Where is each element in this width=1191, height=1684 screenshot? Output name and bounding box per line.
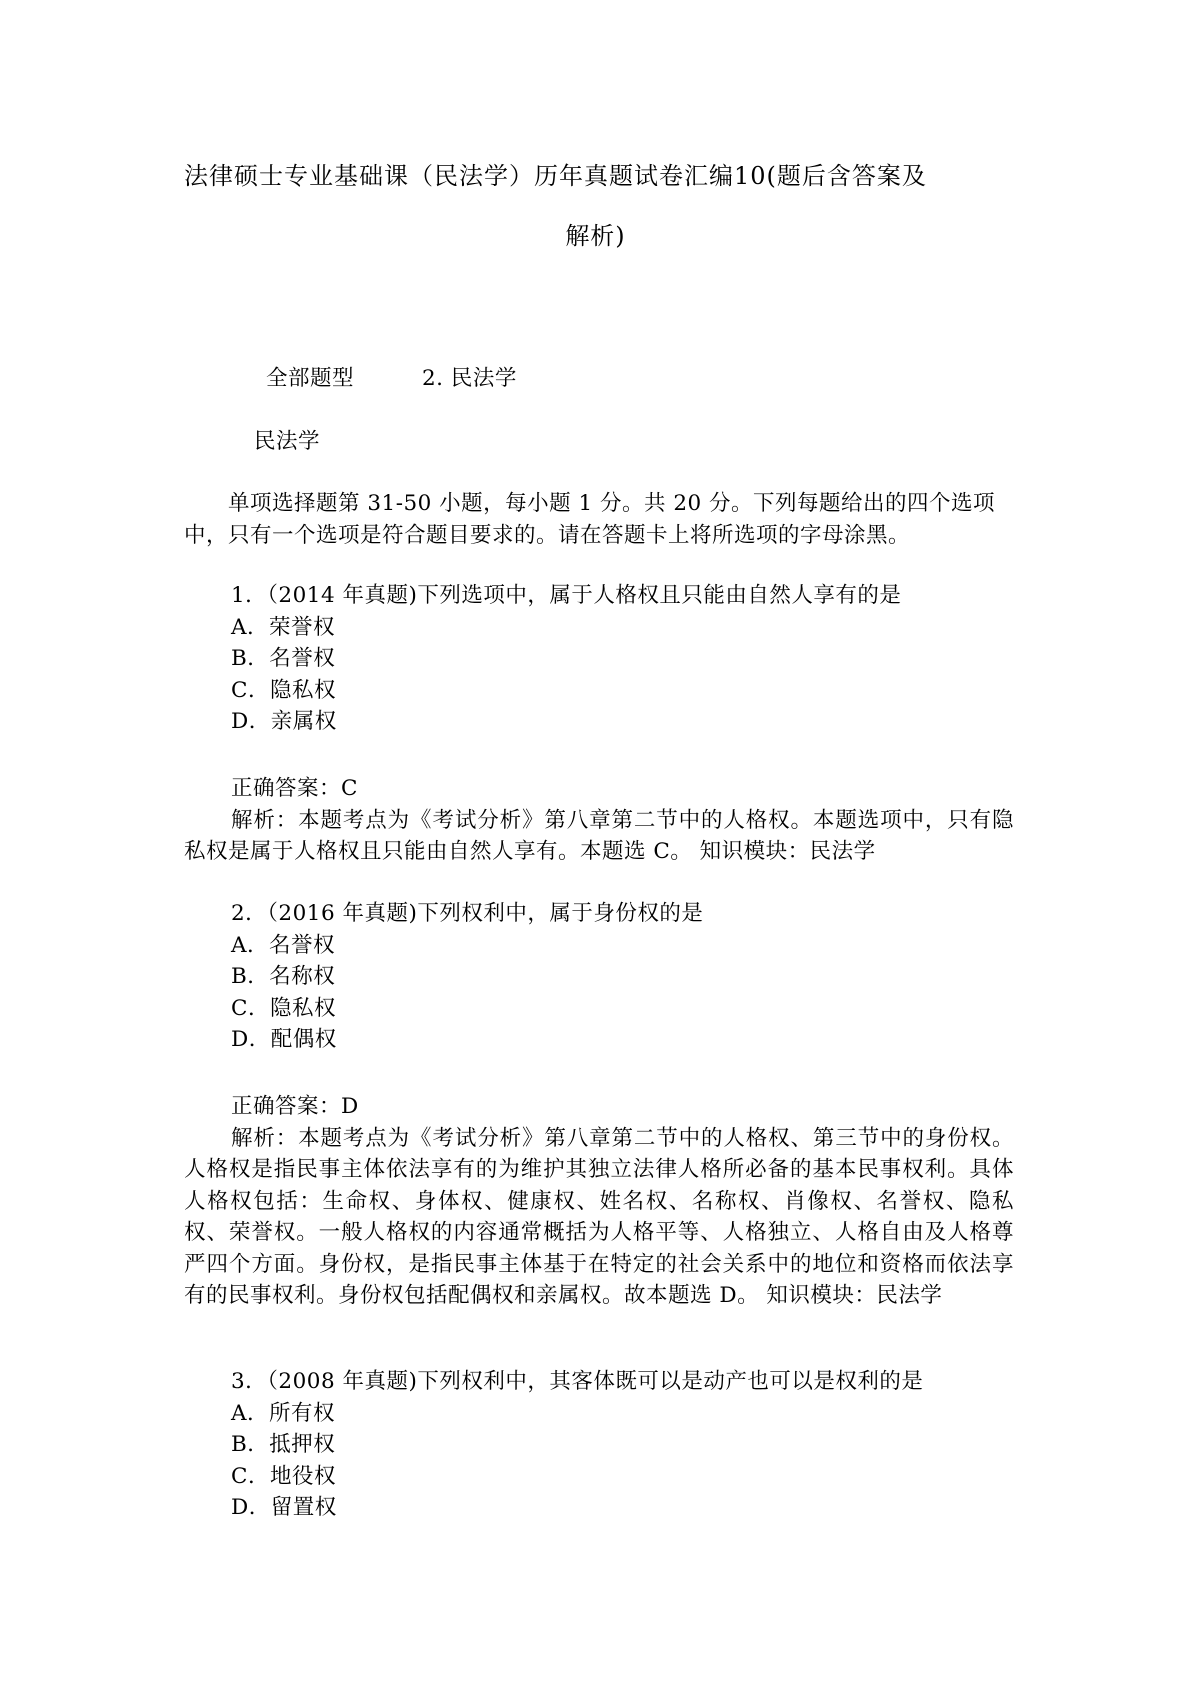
instructions-paragraph: 单项选择题第 31-50 小题，每小题 1 分。共 20 分。下列每题给出的四个选项中，只有一个选项是符合题目要求的。请在答题卡上将所选项的字母涂黑。	[184, 491, 996, 548]
option-a: A．名誉权	[231, 932, 336, 958]
option-b: B．抵押权	[231, 1432, 336, 1457]
document-title-line1: 法律硕士专业基础课（民法学）历年真题试卷汇编10(题后含答案及	[184, 162, 927, 190]
option-c: C．隐私权	[231, 995, 336, 1021]
question-stem: 1．（2014 年真题)下列选项中，属于人格权且只能由自然人享有的是	[231, 583, 902, 608]
question-2-answer-block	[184, 1091, 1014, 1312]
question-1	[184, 580, 1014, 738]
option-d: D．留置权	[231, 1495, 337, 1520]
question-3	[184, 1366, 1014, 1524]
question-1-answer-block	[184, 773, 1014, 868]
section-heading: 民法学	[254, 429, 321, 454]
option-b: B．名誉权	[231, 646, 336, 671]
option-a: A．荣誉权	[231, 614, 336, 640]
analysis-text: 解析：本题考点为《考试分析》第八章第二节中的人格权、第三节中的身份权。人格权是指民事主体依法享有的为维护其独立法律人格所必备的基本民事权利。具体人格权包括：生命权、身体权、健康权、姓名权、名称权、肖像权、名誉权、隐私权、荣誉权。一般人格权的内容通常概括为人格平等、人格独立、人格自由及人格尊严四个方面。身份权，是指民事主体基于在特定的社会关系中的地位和资格而依法享有的民事权利。身份权包括配偶权和亲属权。故本题选 D。 知识模块：民法学	[184, 1125, 1014, 1308]
question-stem: 2．（2016 年真题)下列权利中，属于身份权的是	[231, 901, 704, 926]
correct-answer: 正确答案：C	[231, 776, 358, 801]
question-stem: 3．（2008 年真题)下列权利中，其客体既可以是动产也可以是权利的是	[231, 1369, 924, 1394]
option-d: D．亲属权	[231, 709, 337, 734]
question-2	[184, 898, 1014, 1056]
option-d: D．配偶权	[231, 1027, 337, 1052]
tab-section: 2. 民法学	[422, 366, 517, 391]
option-c: C．地役权	[231, 1463, 336, 1489]
option-b: B．名称权	[231, 964, 336, 989]
document-title-line2: 解析)	[565, 222, 626, 250]
tab-all-question-types: 全部题型	[266, 366, 355, 391]
option-c: C．隐私权	[231, 677, 336, 703]
correct-answer: 正确答案：D	[231, 1094, 359, 1119]
option-a: A．所有权	[231, 1400, 336, 1426]
analysis-text: 解析：本题考点为《考试分析》第八章第二节中的人格权。本题选项中，只有隐私权是属于人格权且只能由自然人享有。本题选 C。 知识模块：民法学	[184, 807, 1014, 864]
